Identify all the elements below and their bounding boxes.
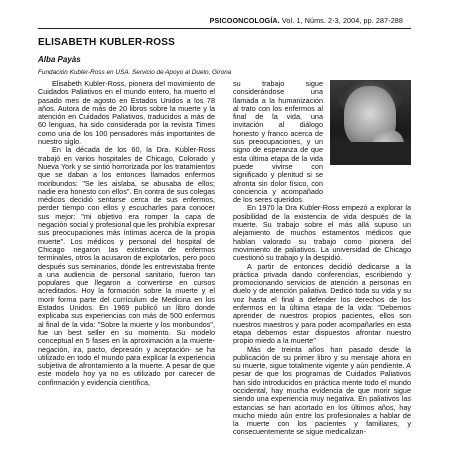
- right-column: [233, 80, 411, 437]
- paragraph: En la década de los 60, la Dra. Kubler-Ross trabajó en varios hospitales de Chicago, Colorado y Nueva York y se sintió horrorizada por los tratamientos que se daban a los entonces llamados enfermos moribundos: "Se les aislaba, se abusaba de ellos; nadie era honesto con ellos". En contra de sus colegas médicos decidió sentarse cerca de sus enfermos, perder tiempo con ellos y escucharles para conocer sus mejor: "mi objetivo era romper la capa de negación social y profesional que les prohibía expresar sus preocupaciones más íntimas acerca de la propia muerte". Los médicos y personal del hospital de Chicago negaron las existencia de enfermos terminales, otros la acusaron de explotarlos, pero poco después sus seminarios, dónde les entrevistaba frente a una audiencia de personal sanitario, fueron tan populares que llegaron a convertirse en cursos acreditados. Hoy la formación sobre la muerte y el morir forma parte del currículum de Medicina en los Estados Unidos. En 1969 publicó un libro donde explicaba sus experiencias con más de 500 enfermos al final de la vida: "Sobre la muerte y los moribundos", fue un best seller en su momento. Su modelo conceptual en 5 fases en la aproximación a la muerte- negación, ira, pacto, depresión y aceptación- se ha utilizado en todo el mundo para explicar la experiencia subjetiva de afrontamiento a la muerte. A pesar de que este modelo hoy ya no es utilizado por carecer de confirmación y evidencia científica,: [38, 145, 215, 387]
- paragraph: Más de treinta años han pasado desde la publicación de su primer libro y su mensaje ahora en su muerte, sigue totalmente vigente y aún pendiente. A pesar de que los programas de Cuidados Paliativos han sido introducidos en práctica mente todo el mundo occidental, hay mucha evidencia de que morir sigue siendo una experiencia muy negativa. En paliativos las estancias se han acortado en los últimos años, hay mucho miedo aún entre los profesionales a hablar de la muerte con los pacientes y familiares, y consecuentemente se sigue medicalizan-: [233, 344, 411, 437]
- right-column-top-wrapper: [233, 80, 323, 204]
- header-rule: [38, 28, 411, 29]
- article-title: ELISABETH KUBLER-ROSS: [38, 37, 175, 48]
- paragraph: En 1970 la Dra Kubler-Ross empezó a explorar la posibilidad de la existencia de vida después de la muerte. Su trabajo sobre el más allá supuso un alejamiento de muchos estamentos médicos que habían valorado su trabajo como pionera del movimiento de paliativos. La universidad de Chicago cuestionó su trabajo y la despidió.: [233, 203, 411, 263]
- article-author: Alba Payàs: [38, 55, 81, 64]
- paragraph-continued: su trabajo sigue considerándose una llamada a la humanización al trato con los enfermos al final de la vida, una invitación al diálogo honesto y franco acerca de sus preocupaciones, y un signo de esperanza de que esta última etapa de la vida puede vivirse con significado y plenitud si se afronta sin dolor físico, con conciencia y acompañado de los seres queridos.: [233, 79, 323, 205]
- article-affiliation: Fundación Kubler-Ross en USA. Servicio de Apoyo al Duelo, Girona: [38, 69, 232, 76]
- paragraph: A partir de entonces decidió dedicarse a la práctica privada dando conferencias, escribiendo y promocionando servicios de atención a personas en duelo y de atención paliativa. Dedicó toda su vida y su voz hasta el final a defender los derechos de los enfermos en la última etapa de la vida: "Debemos aprender de nuestros propios pacientes, ellos son nuestros maestros y para poder acompañarles en esta etapa debemos estar dispuestos afrontar nuestro propio miedo a la muerte": [233, 261, 411, 346]
- paragraph: Elisabeth Kubler-Ross, pionera del movimiento de Cuidados Paliativos en el mundo entero, ha muerto el pasado mes de agosto en Estados Unidos a los 78 años. Autora de más de 20 libros sobre la muerte y la atención en Cuidados Paliativos, traducidos a más de 60 lenguas, ha sido considerada por la revista Times como una de los 100 pensadores más importantes de nuestro siglo.: [38, 79, 215, 147]
- journal-header: [210, 16, 403, 25]
- left-column: [38, 80, 215, 387]
- journal-citation: Vol. 1, Núms. 2-3, 2004, pp. 287-288: [281, 16, 403, 25]
- journal-name: PSICOONCOLOGÍA.: [209, 16, 280, 25]
